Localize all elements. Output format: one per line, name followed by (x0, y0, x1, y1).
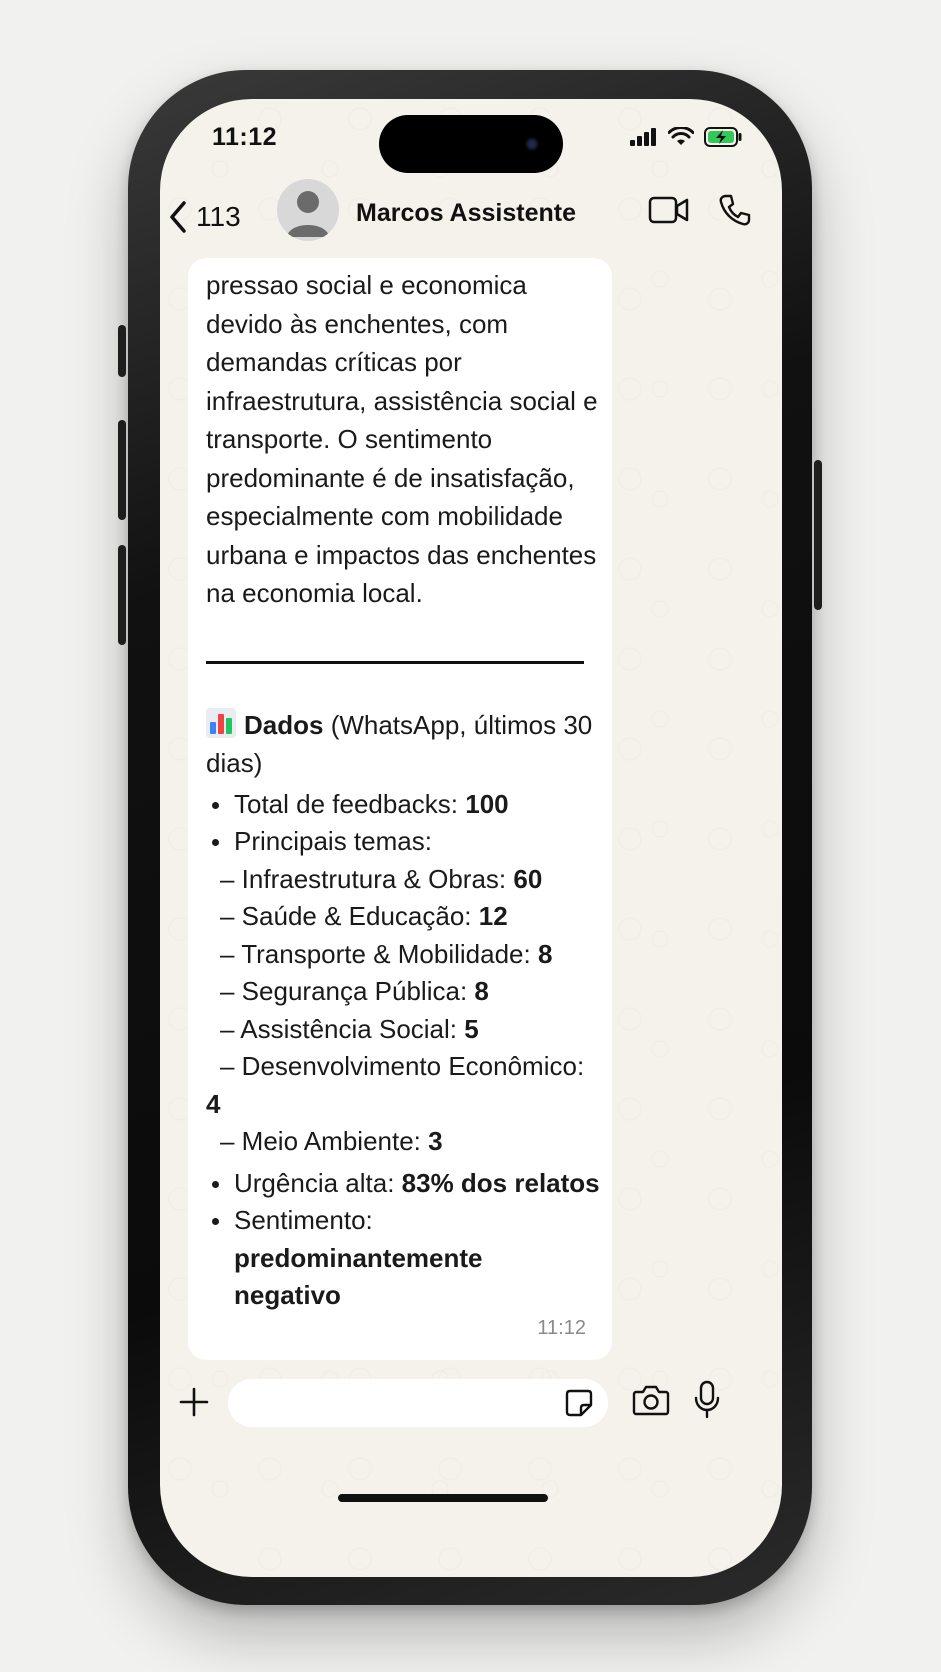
theme-item (206, 898, 612, 936)
section-title-bold: Dados (244, 709, 324, 740)
contact-avatar[interactable] (277, 179, 339, 241)
contact-name[interactable]: Marcos Assistente (356, 199, 576, 227)
data-list (206, 786, 612, 1315)
list-item-sentiment (206, 1202, 612, 1315)
power-button (814, 460, 822, 610)
urgency-value: 83% dos relatos (401, 1167, 600, 1198)
list-item-themes (206, 823, 612, 861)
phone-screen (160, 99, 782, 1577)
theme-label: – Meio Ambiente: (220, 1126, 429, 1156)
sticker-icon[interactable] (564, 1388, 594, 1418)
theme-item (206, 1011, 612, 1049)
theme-value: 3 (428, 1126, 443, 1156)
person-icon (277, 179, 339, 241)
dynamic-island (379, 115, 563, 173)
status-icons (630, 127, 742, 147)
theme-value: 5 (464, 1013, 479, 1044)
theme-item (206, 1123, 612, 1161)
home-indicator[interactable] (338, 1494, 548, 1502)
theme-label: – Desenvolvimento Econômico: (220, 1051, 585, 1081)
theme-label: – Assistência Social: (220, 1013, 465, 1044)
theme-item (206, 861, 612, 899)
divider-line (206, 661, 584, 664)
theme-label: – Infraestrutura & Obras: (220, 863, 514, 894)
theme-value: 8 (537, 938, 553, 969)
composer-bar (160, 1374, 782, 1454)
front-camera-icon (525, 137, 539, 151)
message-input[interactable] (228, 1379, 608, 1427)
total-value: 100 (465, 788, 509, 819)
battery-charging-icon (704, 127, 742, 147)
theme-item-wrap (206, 1086, 612, 1124)
urgency-label: Urgência alta: (234, 1167, 402, 1198)
summary-paragraph: pressao social e economica devido às enchentes, com demandas críticas por infraestrutura, assistência social e transporte. O sentimento predominante é de insatisfação, especialmente com mobilidade urbana e impactos das enchentes na economia local. (206, 270, 598, 608)
bar-chart-icon (206, 708, 236, 738)
camera-icon[interactable] (632, 1384, 670, 1416)
status-bar (160, 99, 782, 179)
phone-icon[interactable] (718, 193, 752, 227)
theme-item (206, 1048, 612, 1086)
microphone-icon[interactable] (692, 1380, 722, 1420)
theme-value: 12 (478, 901, 508, 931)
video-camera-icon[interactable] (648, 195, 690, 225)
message-bubble (188, 258, 612, 1360)
chevron-left-icon (168, 200, 188, 234)
message-timestamp: 11:12 (537, 1317, 586, 1339)
theme-label: – Segurança Pública: (220, 976, 475, 1006)
unread-count: 113 (196, 201, 241, 232)
theme-value: 4 (206, 1088, 221, 1119)
volume-up-button (118, 420, 126, 520)
volume-down-button (118, 545, 126, 645)
theme-label: – Transporte & Mobilidade: (220, 938, 538, 969)
theme-item (206, 936, 612, 974)
cellular-signal-icon (630, 128, 658, 146)
wifi-icon (668, 127, 694, 147)
sentiment-label: Sentimento: (234, 1205, 373, 1235)
back-button[interactable] (168, 187, 241, 247)
themes-label: Principais temas: (234, 826, 432, 856)
sentiment-value: predominantemente negativo (234, 1242, 483, 1310)
list-item-total (206, 786, 612, 824)
status-time: 11:12 (212, 123, 278, 151)
section-title-rest: (WhatsApp, últimos 30 dias) (206, 709, 593, 778)
theme-value: 8 (474, 976, 489, 1006)
theme-item (206, 973, 612, 1011)
action-button (118, 325, 126, 377)
list-item-urgency (206, 1165, 612, 1203)
total-label: Total de feedbacks: (234, 788, 466, 819)
section-title (206, 706, 612, 782)
theme-value: 60 (513, 863, 543, 894)
theme-label: – Saúde & Educação: (220, 901, 479, 931)
header-actions (648, 193, 752, 227)
plus-icon[interactable] (178, 1386, 210, 1418)
